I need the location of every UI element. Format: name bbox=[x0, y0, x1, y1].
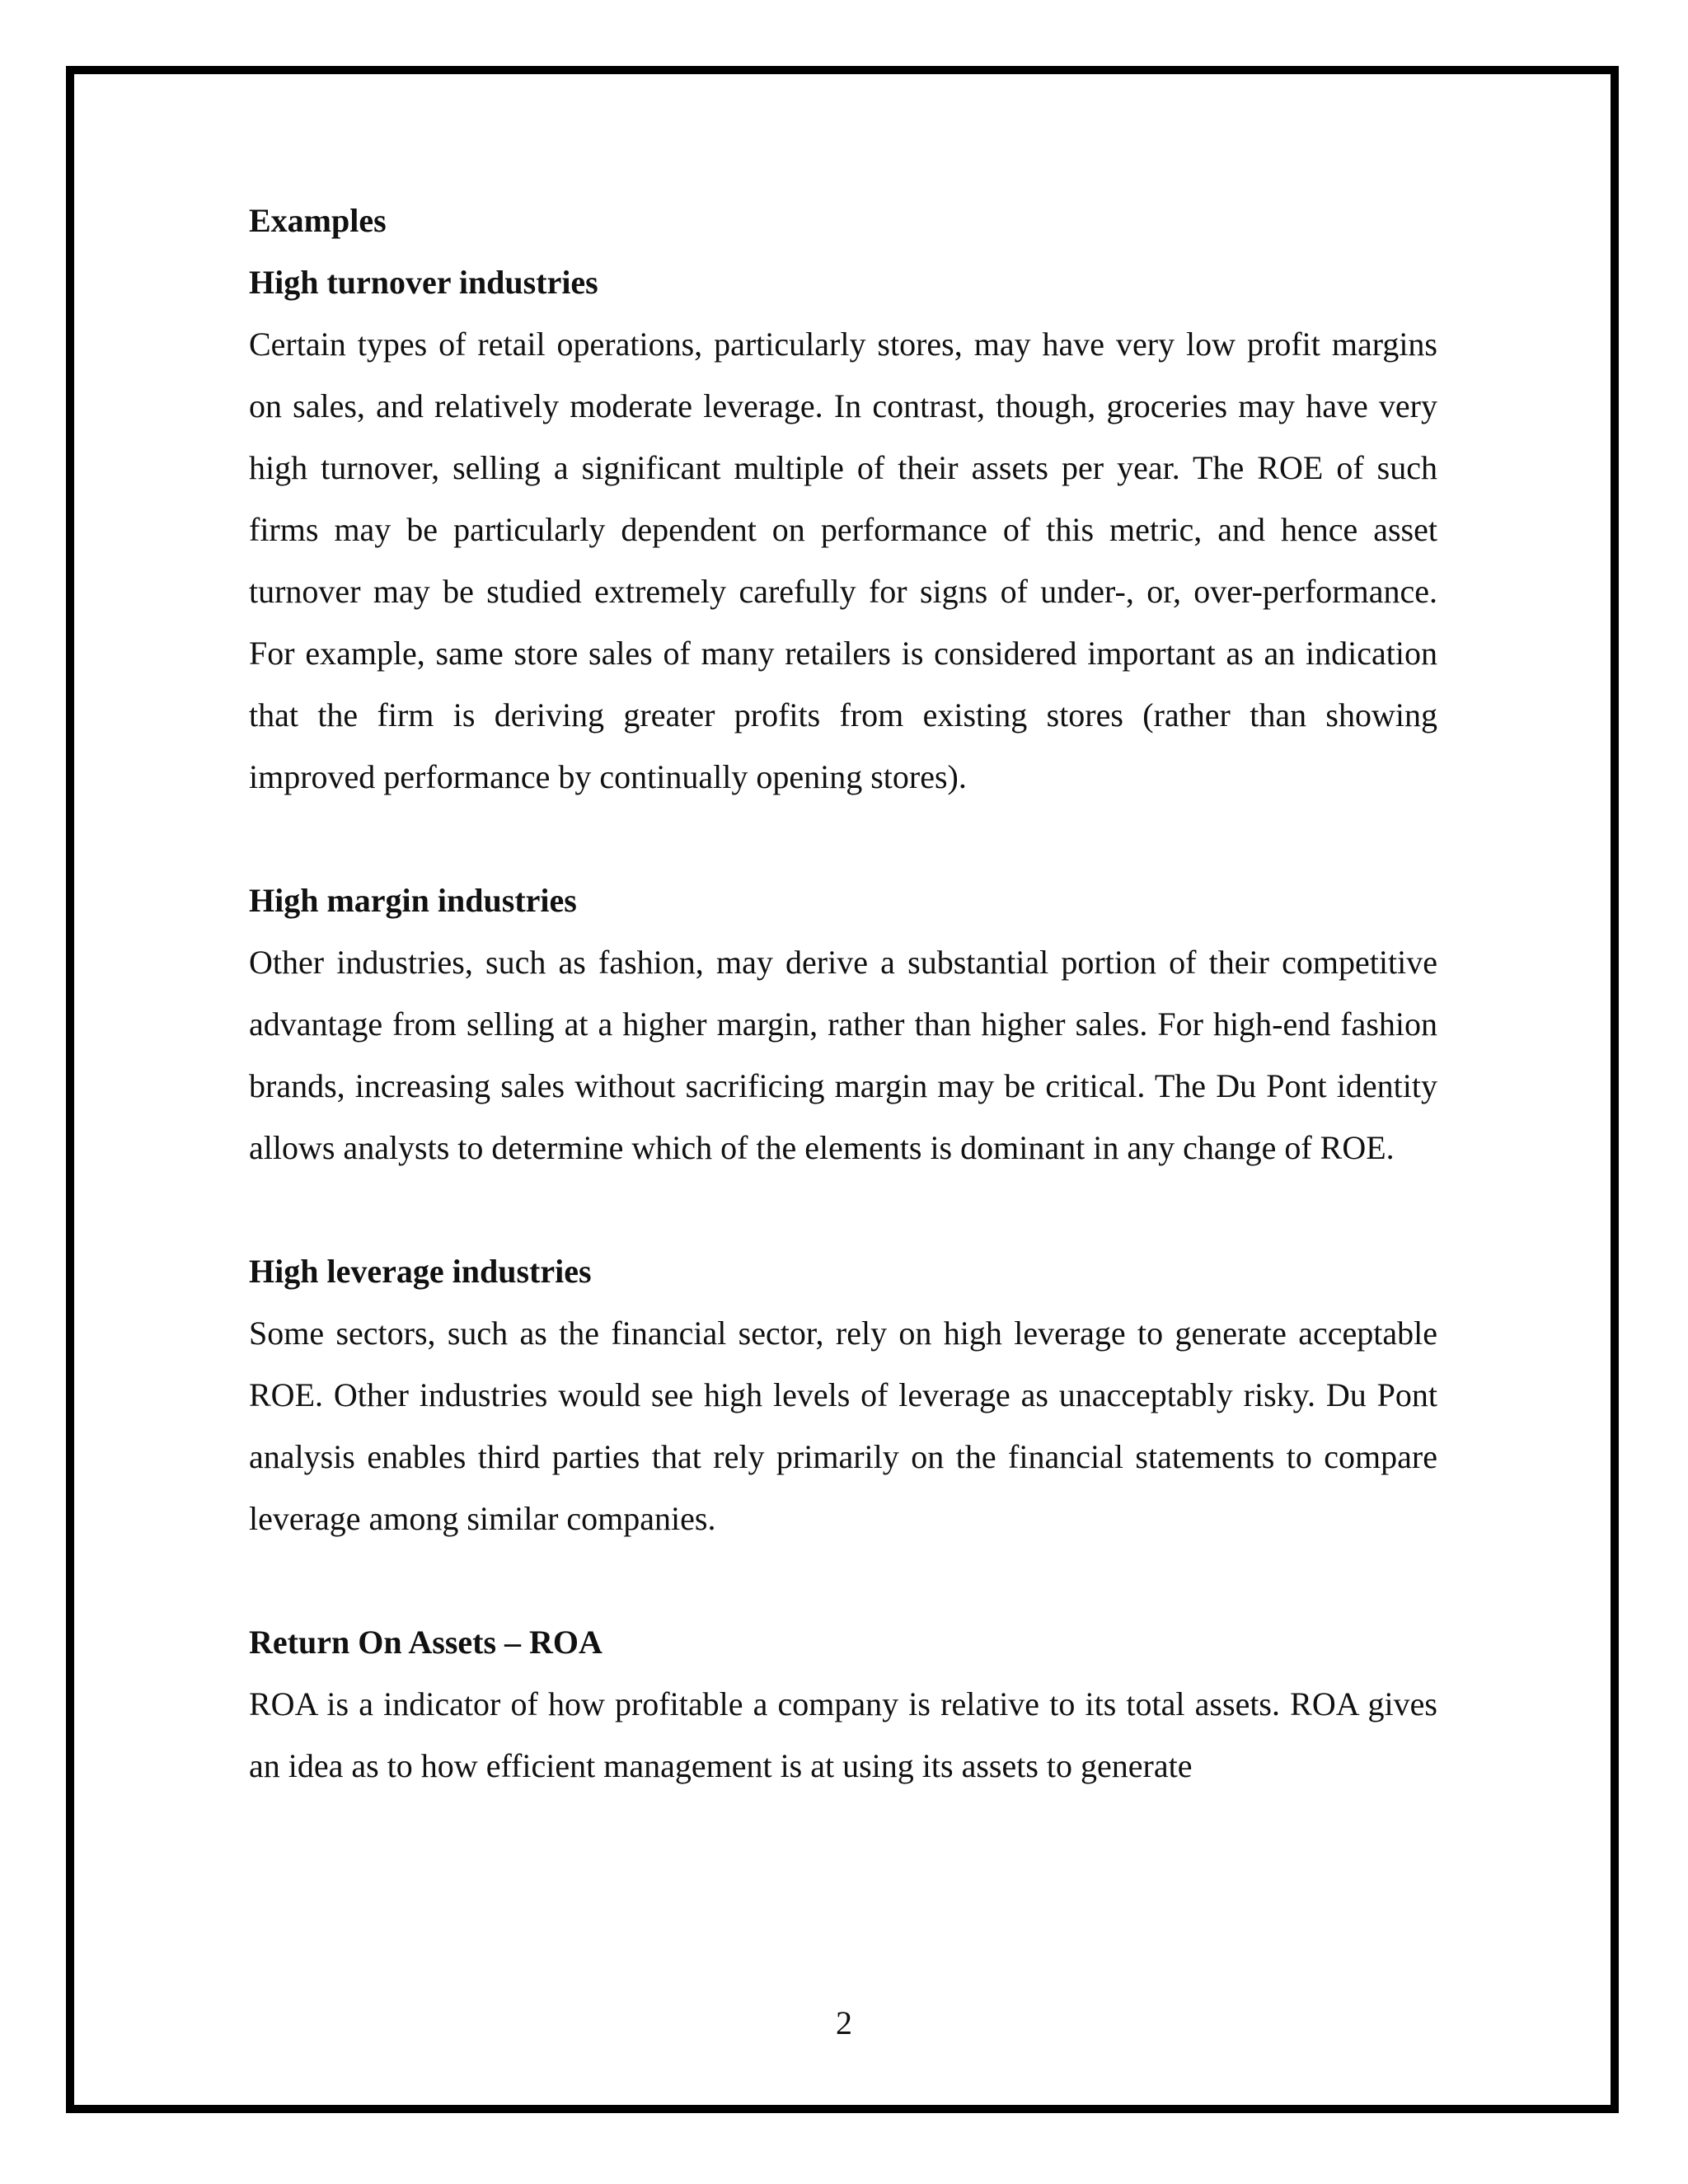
high-leverage-heading: High leverage industries bbox=[249, 1253, 592, 1290]
page-number: 2 bbox=[836, 2004, 852, 2041]
high-leverage-paragraph: Some sectors, such as the financial sector, rely on high leverage to generate acceptable ROE. Other industries would see high levels of leverage as unacceptably risky. Du Pont analysis enables third parties that rely primarily on the financial statements to compare leverage among similar companies. bbox=[249, 1315, 1437, 1537]
examples-heading: Examples bbox=[249, 202, 387, 239]
roa-heading: Return On Assets – ROA bbox=[249, 1624, 603, 1661]
high-turnover-heading: High turnover industries bbox=[249, 264, 598, 301]
roa-paragraph: ROA is a indicator of how profitable a company is relative to its total assets. ROA gives an idea as to how efficient management is at using its assets to generate bbox=[249, 1685, 1437, 1784]
high-turnover-paragraph: Certain types of retail operations, particularly stores, may have very low profit margins on sales, and relatively moderate leverage. In contrast, though, groceries may have very high turnover, selling a significant multiple of their assets per year. The ROE of such firms may be particularly dependent on performance of this metric, and hence asset turnover may be studied extremely carefully for signs of under-, or, over-performance. For example, same store sales of many retailers is considered important as an indication that the firm is deriving greater profits from existing stores (rather than showing improved performance by continually opening stores). bbox=[249, 326, 1437, 795]
section-spacer bbox=[249, 808, 1437, 869]
section-spacer bbox=[249, 1179, 1437, 1240]
section-spacer bbox=[249, 1549, 1437, 1611]
document-body bbox=[249, 190, 1437, 1797]
high-margin-paragraph: Other industries, such as fashion, may derive a substantial portion of their competitive advantage from selling at a higher margin, rather than higher sales. For high-end fashion brands, increasing sales without sacrificing margin may be critical. The Du Pont identity allows analysts to determine which of the elements is dominant in any change of ROE. bbox=[249, 944, 1437, 1166]
high-margin-heading: High margin industries bbox=[249, 882, 577, 919]
